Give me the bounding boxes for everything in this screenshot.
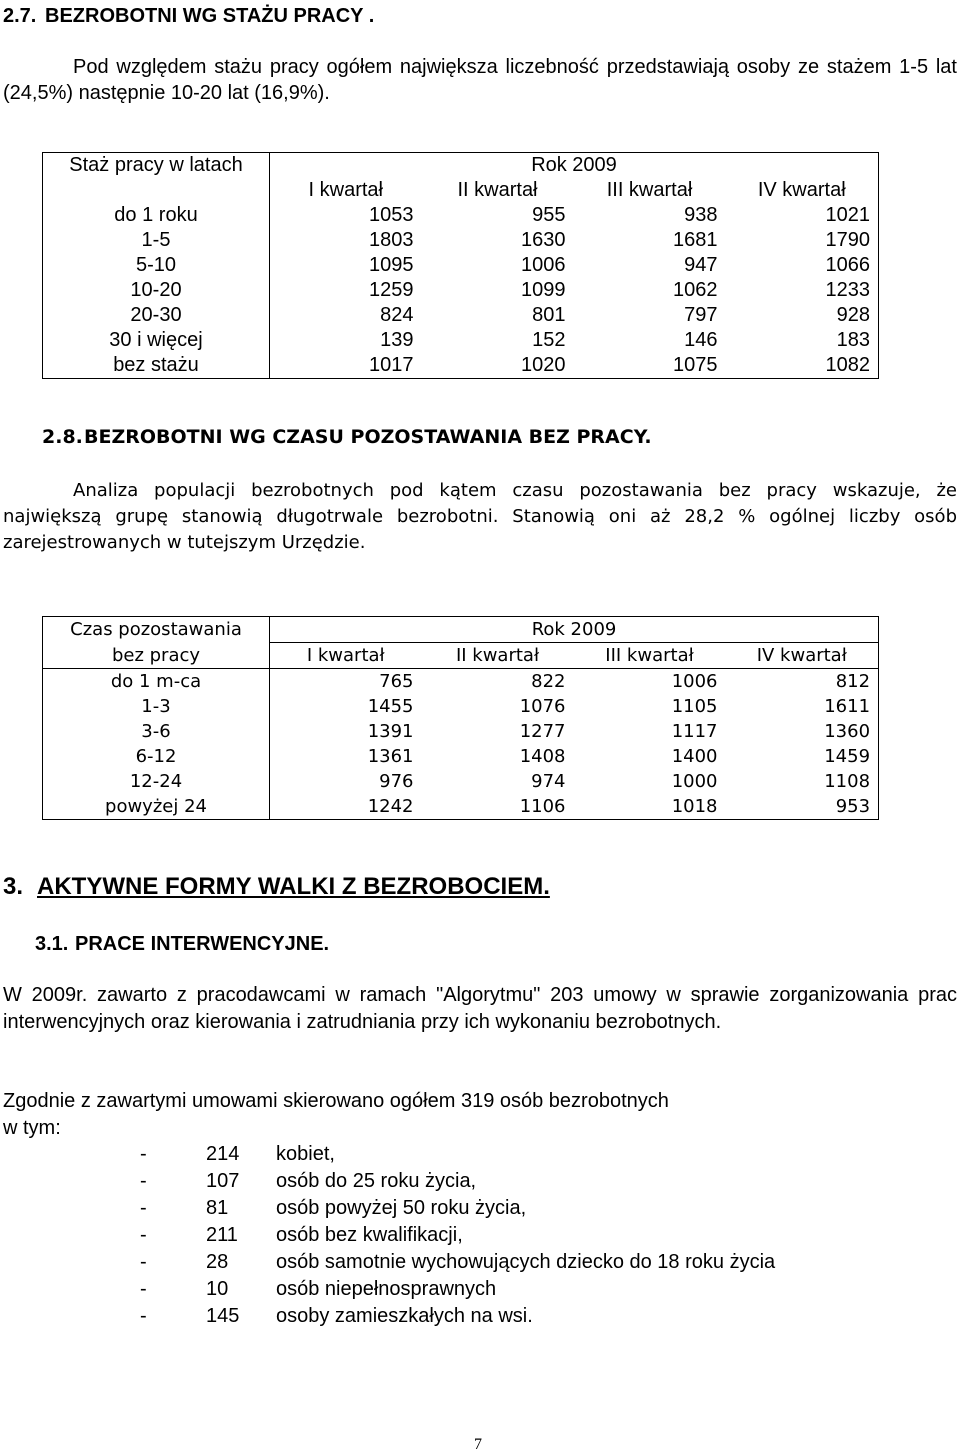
row-label: powyżej 24 bbox=[105, 796, 207, 817]
table-row bbox=[43, 328, 879, 353]
list-dash: - bbox=[140, 1143, 147, 1165]
cell-value: 1459 bbox=[824, 746, 871, 767]
table-corner-blank bbox=[43, 178, 270, 203]
list-number: 28 bbox=[206, 1251, 229, 1273]
row-label: 1-3 bbox=[141, 696, 171, 717]
cell-value: 1017 bbox=[270, 353, 422, 379]
row-label: 20-30 bbox=[130, 304, 182, 326]
section-number: 2.7. bbox=[3, 5, 37, 27]
cell-value: 765 bbox=[270, 669, 422, 695]
section-2-8-heading bbox=[42, 425, 652, 449]
cell-value: 1000 bbox=[671, 771, 718, 792]
cell-value: 183 bbox=[836, 329, 870, 351]
cell-value: 953 bbox=[835, 796, 871, 817]
cell-value: 1099 bbox=[521, 279, 566, 301]
cell-value: 1062 bbox=[673, 279, 718, 301]
section-title: BEZROBOTNI WG CZASU POZOSTAWANIA BEZ PRACY. bbox=[84, 426, 652, 448]
list-number: 214 bbox=[206, 1143, 240, 1165]
list-text: osób niepełnosprawnych bbox=[276, 1278, 497, 1300]
cell-value: 1259 bbox=[270, 278, 422, 303]
quarter-header: IV kwartał bbox=[726, 643, 879, 669]
table-corner-header: Czas pozostawania bbox=[70, 619, 242, 641]
quarter-header: II kwartał bbox=[457, 179, 538, 201]
cell-value: 938 bbox=[684, 204, 718, 226]
table-row bbox=[43, 719, 879, 744]
table-corner-header: Staż pracy w latach bbox=[69, 154, 243, 176]
cell-value: 1075 bbox=[673, 354, 718, 376]
row-label: do 1 m-ca bbox=[110, 671, 202, 692]
cell-value: 1018 bbox=[671, 796, 718, 817]
section-3-1-heading bbox=[35, 932, 329, 956]
list-item bbox=[140, 1303, 533, 1330]
cell-value: 1020 bbox=[521, 354, 566, 376]
quarter-header: II kwartał bbox=[422, 643, 574, 669]
table-row bbox=[43, 744, 879, 769]
list-dash: - bbox=[140, 1197, 147, 1219]
row-label: 12-24 bbox=[129, 771, 183, 792]
unemployment-duration-table bbox=[42, 616, 879, 820]
section-2-8-paragraph: Analiza populacji bezrobotnych pod kątem czasu pozostawania bez pracy wskazuje, że największą grupę stanowią długotrwale bezrobotni. Stanowią oni aż 28,2 % ogólnej liczby osób zarejestrowanych w tutejszym Urzędzie. bbox=[3, 480, 957, 553]
cell-value: 1076 bbox=[519, 696, 566, 717]
cell-value: 1611 bbox=[824, 696, 871, 717]
cell-value: 1095 bbox=[270, 253, 422, 278]
list-text: osoby zamieszkałych na wsi. bbox=[276, 1305, 533, 1327]
list-dash: - bbox=[140, 1278, 147, 1300]
list-item bbox=[140, 1141, 335, 1168]
seniority-table bbox=[42, 152, 879, 379]
quarter-header: IV kwartał bbox=[757, 179, 846, 201]
cell-value: 976 bbox=[270, 769, 422, 794]
list-number: 107 bbox=[206, 1170, 240, 1192]
section-title: BEZROBOTNI WG STAŻU PRACY . bbox=[45, 5, 375, 27]
table-year-header: Rok 2009 bbox=[270, 153, 879, 179]
cell-value: 1242 bbox=[270, 794, 422, 820]
table-row bbox=[43, 303, 879, 328]
list-item bbox=[140, 1276, 496, 1303]
page-number: 7 bbox=[474, 1436, 482, 1453]
section-3-heading bbox=[3, 872, 550, 902]
table-corner-header: bez pracy bbox=[43, 643, 270, 669]
quarter-header: I kwartał bbox=[270, 178, 422, 203]
cell-value: 1790 bbox=[825, 229, 870, 251]
list-item bbox=[140, 1195, 526, 1222]
table-row bbox=[43, 253, 879, 278]
section-number: 2.8. bbox=[42, 426, 83, 448]
row-label: 10-20 bbox=[130, 279, 182, 301]
cell-value: 1053 bbox=[270, 203, 422, 228]
list-dash: - bbox=[140, 1251, 147, 1273]
cell-value: 1108 bbox=[824, 771, 871, 792]
quarter-header: I kwartał bbox=[270, 643, 422, 669]
cell-value: 1360 bbox=[824, 721, 871, 742]
section-2-7-heading bbox=[3, 4, 374, 28]
summary-line: Zgodnie z zawartymi umowami skierowano ogółem 319 osób bezrobotnych bbox=[3, 1090, 669, 1112]
cell-value: 1117 bbox=[671, 721, 718, 742]
cell-value: 1233 bbox=[825, 279, 870, 301]
list-dash: - bbox=[140, 1305, 147, 1327]
table-row bbox=[43, 203, 879, 228]
section-number: 3.1. bbox=[35, 933, 69, 955]
cell-value: 1400 bbox=[671, 746, 718, 767]
cell-value: 1681 bbox=[673, 229, 718, 251]
table-row bbox=[43, 769, 879, 794]
row-label: do 1 roku bbox=[114, 204, 198, 226]
cell-value: 1361 bbox=[270, 744, 422, 769]
list-number: 211 bbox=[206, 1224, 238, 1246]
cell-value: 1082 bbox=[825, 354, 870, 376]
cell-value: 1391 bbox=[270, 719, 422, 744]
cell-value: 1105 bbox=[671, 696, 718, 717]
table-row bbox=[43, 353, 879, 379]
cell-value: 1006 bbox=[521, 254, 566, 276]
cell-value: 1455 bbox=[270, 694, 422, 719]
list-number: 10 bbox=[206, 1278, 229, 1300]
section-title: PRACE INTERWENCYJNE. bbox=[75, 933, 330, 955]
list-text: osób do 25 roku życia, bbox=[276, 1170, 477, 1192]
list-item bbox=[140, 1222, 463, 1249]
cell-value: 1277 bbox=[519, 721, 566, 742]
table-row bbox=[43, 794, 879, 820]
list-text: kobiet, bbox=[276, 1143, 335, 1165]
list-item bbox=[140, 1249, 775, 1276]
cell-value: 801 bbox=[532, 304, 566, 326]
row-label: 3-6 bbox=[141, 721, 171, 742]
cell-value: 947 bbox=[684, 254, 718, 276]
table-row bbox=[43, 694, 879, 719]
cell-value: 1066 bbox=[825, 254, 870, 276]
quarter-header: III kwartał bbox=[606, 179, 693, 201]
section-title: AKTYWNE FORMY WALKI Z BEZROBOCIEM. bbox=[37, 873, 550, 900]
list-text: osób samotnie wychowujących dziecko do 18 roku życia bbox=[276, 1251, 776, 1273]
cell-value: 1021 bbox=[825, 204, 870, 226]
row-label: bez stażu bbox=[113, 354, 199, 376]
list-text: osób powyżej 50 roku życia, bbox=[276, 1197, 527, 1219]
cell-value: 824 bbox=[270, 303, 422, 328]
section-3-1-paragraph: W 2009r. zawarto z pracodawcami w ramach "Algorytmu" 203 umowy w sprawie zorganizowania prac interwencyjnych oraz kierowania i zatrudniania przy ich wykonaniu bezrobotnych. bbox=[3, 984, 957, 1033]
row-label: 30 i więcej bbox=[109, 329, 203, 351]
summary-line: w tym: bbox=[3, 1117, 61, 1139]
list-number: 81 bbox=[206, 1197, 229, 1219]
list-dash: - bbox=[140, 1170, 147, 1192]
cell-value: 152 bbox=[532, 329, 566, 351]
cell-value: 812 bbox=[835, 671, 871, 692]
cell-value: 822 bbox=[531, 671, 566, 692]
cell-value: 974 bbox=[531, 771, 566, 792]
list-dash: - bbox=[140, 1224, 147, 1246]
cell-value: 1006 bbox=[671, 671, 718, 692]
cell-value: 797 bbox=[684, 304, 718, 326]
row-label: 5-10 bbox=[135, 254, 177, 276]
list-item bbox=[140, 1168, 476, 1195]
section-number: 3. bbox=[3, 873, 24, 900]
section-2-7-paragraph: Pod względem stażu pracy ogółem największa liczebność przedstawiają osoby ze stażem 1-5 lat (24,5%) następnie 10-20 lat (16,9%). bbox=[3, 56, 957, 104]
table-year-header: Rok 2009 bbox=[270, 617, 879, 643]
list-text: osób bez kwalifikacji, bbox=[276, 1224, 463, 1246]
table-row bbox=[43, 228, 879, 253]
quarter-header: III kwartał bbox=[574, 643, 726, 669]
list-number: 145 bbox=[206, 1305, 240, 1327]
table-row bbox=[43, 278, 879, 303]
cell-value: 955 bbox=[532, 204, 566, 226]
cell-value: 1803 bbox=[270, 228, 422, 253]
row-label: 6-12 bbox=[135, 746, 177, 767]
cell-value: 1408 bbox=[519, 746, 566, 767]
cell-value: 1106 bbox=[519, 796, 566, 817]
cell-value: 928 bbox=[836, 304, 870, 326]
cell-value: 1630 bbox=[521, 229, 566, 251]
table-row bbox=[43, 669, 879, 695]
cell-value: 139 bbox=[270, 328, 422, 353]
row-label: 1-5 bbox=[141, 229, 171, 251]
section-3-1-summary bbox=[3, 1088, 957, 1142]
cell-value: 146 bbox=[684, 329, 718, 351]
